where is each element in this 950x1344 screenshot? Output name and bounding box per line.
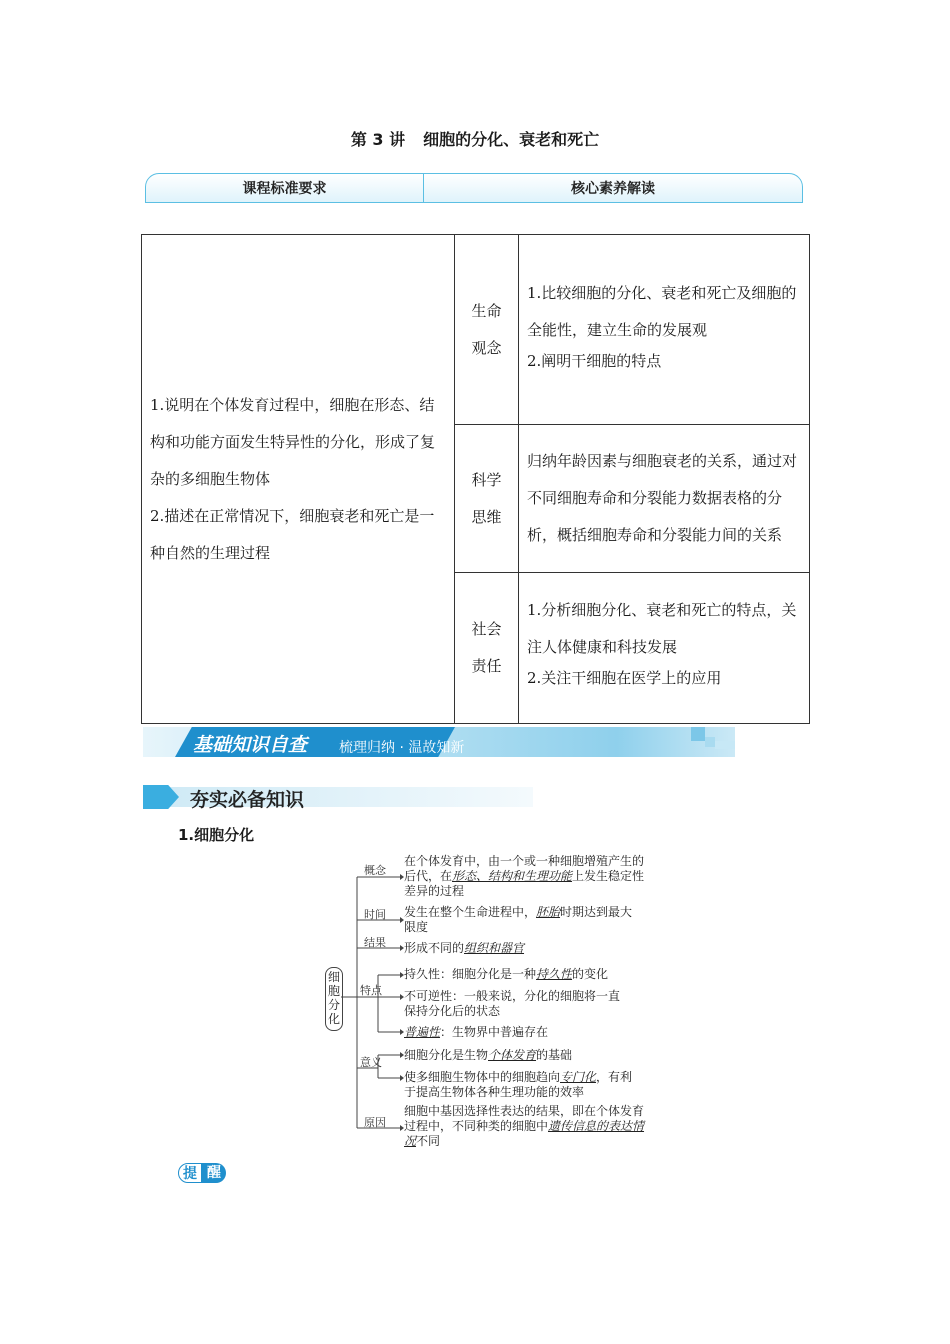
literacy-content (519, 425, 810, 573)
literacy-label (455, 235, 519, 425)
concept-text (404, 854, 644, 899)
header-curriculum-standard: 课程标准要求 (146, 174, 424, 202)
text-span: 形成不同的 (404, 941, 465, 955)
decor-square (691, 727, 705, 741)
text-line: 差异的过程 (404, 884, 465, 898)
category-time: 时间 (364, 908, 386, 921)
blank-answer: 普遍性 (404, 1025, 441, 1039)
curriculum-requirements-cell (142, 235, 455, 724)
requirement-2: 2.描述在正常情况下，细胞衰老和死亡是一种自然的生理过程 (150, 506, 435, 562)
content-line: 1.分析细胞分化、衰老和死亡的特点，关注人体健康和科技发展 (527, 601, 797, 656)
result-text (404, 941, 524, 956)
category-result: 结果 (364, 936, 386, 949)
text-line: 于提高生物体各种生理功能的效率 (404, 1085, 585, 1099)
blank-answer: 遗传信息的表达情 (548, 1119, 645, 1133)
category-concept: 概念 (364, 864, 386, 877)
blank-answer: 组织和器官 (464, 941, 525, 955)
feature-irreversibility (404, 989, 620, 1019)
text-span: 上发生稳定性 (572, 869, 645, 883)
text-line (404, 1134, 644, 1149)
standards-table (141, 234, 810, 724)
decor-square (705, 737, 715, 747)
time-text (404, 905, 632, 935)
feature-persistence (404, 967, 608, 982)
text-line (404, 1070, 632, 1085)
text-line (404, 869, 644, 884)
label-line: 科学 (471, 470, 502, 489)
text-span: 持久性：细胞分化是一种 (404, 967, 537, 981)
text-span: 细胞分化是生物 (404, 1048, 489, 1062)
concept-map (320, 850, 680, 1150)
literacy-content (519, 573, 810, 724)
section-title: 1.细胞分化 (178, 826, 255, 844)
reminder-char-2: 醒 (202, 1163, 226, 1183)
feature-universality (404, 1025, 548, 1040)
subsection-title: 夯实必备知识 (190, 789, 305, 811)
text-line (404, 1119, 644, 1134)
lecture-number: 第 3 讲 (350, 130, 406, 149)
text-line: 在个体发育中，由一个或一种细胞增殖产生的 (404, 854, 645, 868)
banner-subtitle: 梳理归纳 · 温故知新 (339, 740, 465, 756)
text-span: 时期达到最大 (560, 905, 633, 919)
text-line (404, 905, 632, 920)
decor-square (715, 741, 735, 749)
table-header-tab (145, 173, 803, 203)
label-line: 社会 (471, 620, 502, 638)
text-span: 发生在整个生命进程中， (404, 905, 537, 919)
category-feature: 特点 (360, 984, 382, 997)
meaning-2 (404, 1070, 632, 1100)
text-line: 保持分化后的状态 (404, 1004, 501, 1018)
banner-title: 基础知识自查 (193, 734, 308, 756)
text-line: 不可逆性：一般来说，分化的细胞将一直 (404, 989, 621, 1003)
content-line: 1.比较细胞的分化、衰老和死亡及细胞的全能性，建立生命的发展观 (527, 283, 797, 339)
content-line: 2.阐明干细胞的特点 (527, 351, 662, 370)
text-span: ：生物界中普遍存在 (440, 1025, 549, 1039)
requirement-1: 1.说明在个体发育过程中，细胞在形态、结构和功能方面发生特异性的分化，形成了复杂的多细胞生物体 (150, 395, 436, 488)
lecture-topic: 细胞的分化、衰老和死亡 (423, 130, 600, 149)
root-node: 细胞分化 (325, 967, 343, 1031)
content-line: 2.关注干细胞在医学上的应用 (527, 669, 722, 687)
label-line: 责任 (471, 657, 502, 675)
literacy-label (455, 425, 519, 573)
literacy-label (455, 573, 519, 724)
page-title (0, 127, 950, 150)
blank-answer: 形态、结构和生理功能 (452, 869, 573, 883)
text-span: 的变化 (572, 967, 609, 981)
category-cause: 原因 (364, 1116, 386, 1129)
reminder-char-1: 提 (178, 1163, 202, 1183)
blank-answer: 个体发育 (488, 1048, 537, 1062)
reminder-tag (178, 1163, 226, 1183)
content-line: 归纳年龄因素与细胞衰老的关系，通过对不同细胞寿命和分裂能力数据表格的分析，概括细胞寿命和分裂能力间的关系 (527, 452, 798, 544)
blank-answer: 持久性 (536, 967, 573, 981)
text-span: ，有利 (596, 1070, 633, 1084)
literacy-content (519, 235, 810, 425)
subsection-heading (143, 785, 533, 809)
text-line: 细胞中基因选择性表达的结果，即在个体发育 (404, 1104, 645, 1118)
cause-text (404, 1104, 644, 1149)
meaning-1 (404, 1048, 572, 1063)
text-span: 过程中，不同种类的细胞中 (404, 1119, 549, 1133)
text-span: 不同 (416, 1134, 441, 1148)
header-core-literacy: 核心素养解读 (571, 181, 655, 197)
label-line: 思维 (471, 507, 502, 526)
section-banner (143, 727, 735, 757)
text-span: 后代，在 (404, 869, 453, 883)
label-line: 生命 (471, 301, 502, 320)
label-line: 观念 (471, 338, 502, 357)
blank-answer: 况 (404, 1134, 417, 1148)
table-row (142, 235, 810, 425)
blank-answer: 胚胎 (536, 905, 561, 919)
category-meaning: 意义 (360, 1056, 382, 1069)
blank-answer: 专门化 (560, 1070, 597, 1084)
text-line: 限度 (404, 920, 429, 934)
text-span: 的基础 (536, 1048, 573, 1062)
text-span: 使多细胞生物体中的细胞趋向 (404, 1070, 561, 1084)
